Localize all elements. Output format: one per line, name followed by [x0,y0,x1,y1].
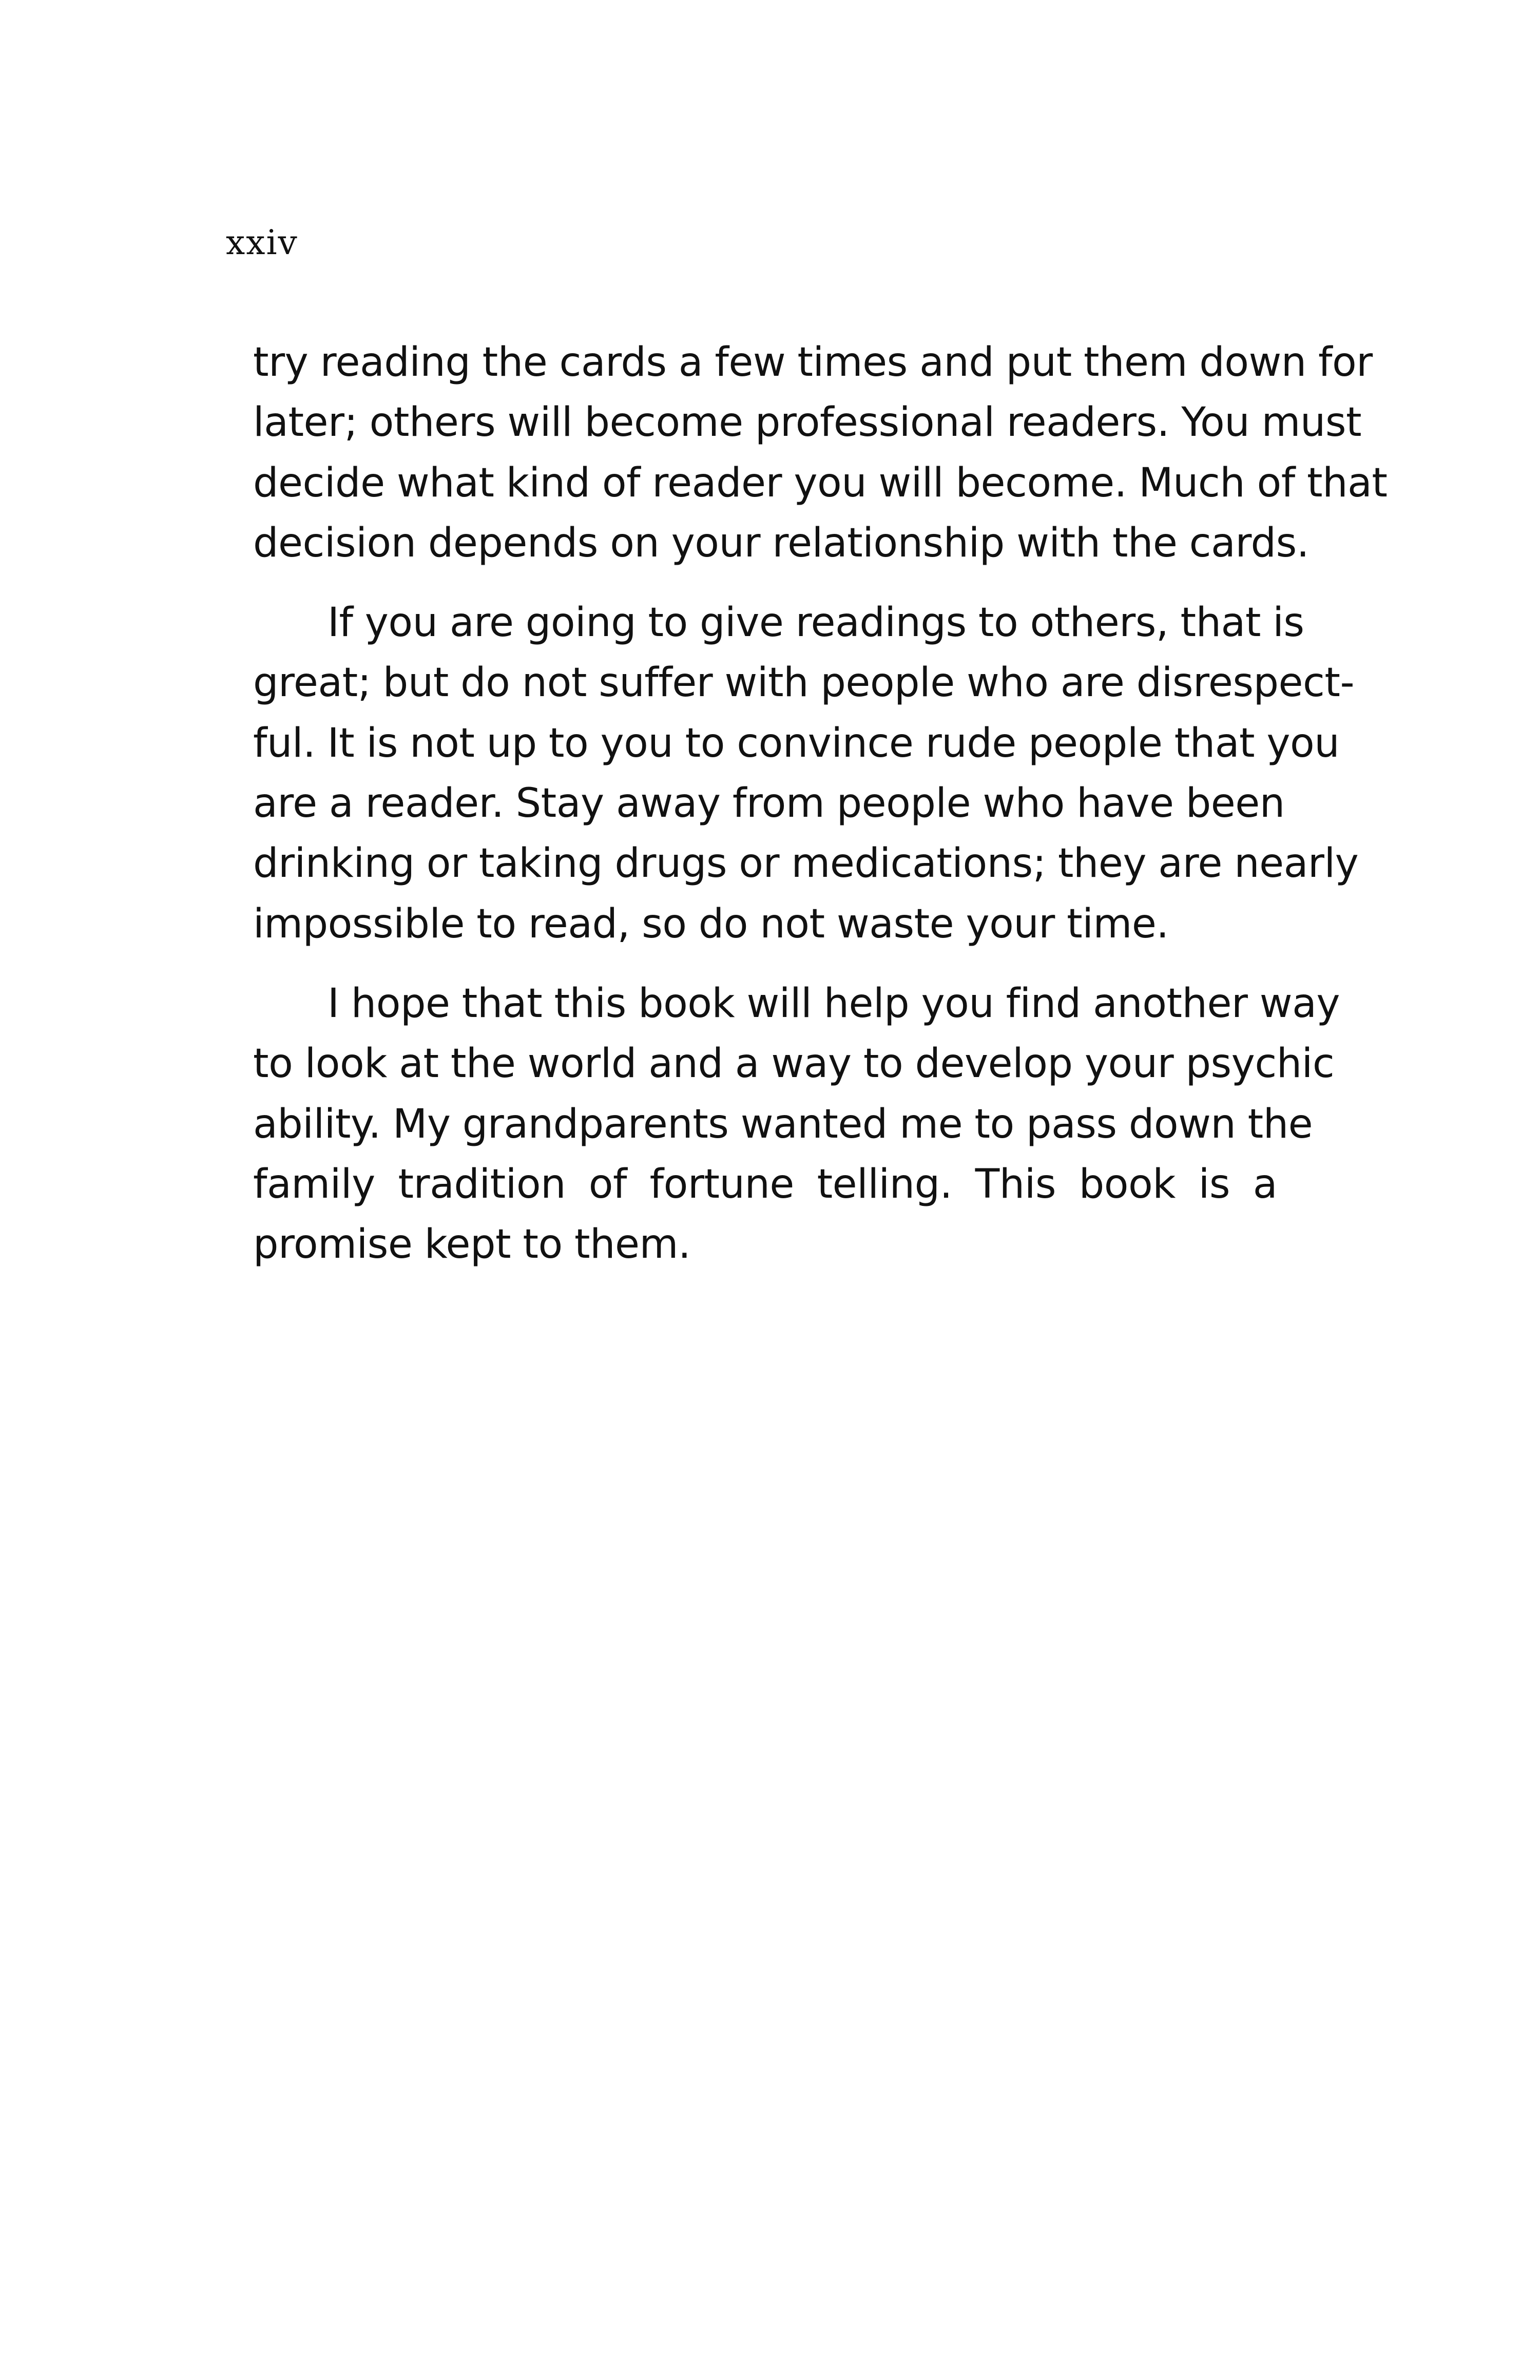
text-line: are a reader. Stay away from people who have been [253,780,1285,827]
text-line: family tradition of fortune telling. This book is a [253,1161,1277,1207]
text-line: impossible to read, so do not waste your time. [253,900,1169,947]
text-line: great; but do not suffer with people who are disrespect- [253,660,1355,706]
text-line: decision depends on your relationship with the cards. [253,520,1309,566]
page-number: xxiv [226,223,298,262]
paragraph-1 [253,333,1388,573]
text-line: later; others will become professional readers. You must [253,399,1362,446]
paragraph-2 [253,593,1359,954]
text-line: promise kept to them. [253,1221,691,1268]
text-line: drinking or taking drugs or medications; they are nearly [253,840,1359,887]
paragraph-3 [253,974,1340,1275]
text-line: ful. It is not up to you to convince rude people that you [253,720,1340,766]
text-line: to look at the world and a way to develop your psychic [253,1041,1335,1087]
text-line: I hope that this book will help you find another way [328,980,1340,1027]
text-line: If you are going to give readings to others, that is [328,600,1304,646]
text-line: decide what kind of reader you will become. Much of that [253,459,1388,506]
body-text [253,333,1388,1294]
text-line: try reading the cards a few times and put them down for [253,339,1373,386]
text-line: ability. My grandparents wanted me to pass down the [253,1101,1313,1147]
